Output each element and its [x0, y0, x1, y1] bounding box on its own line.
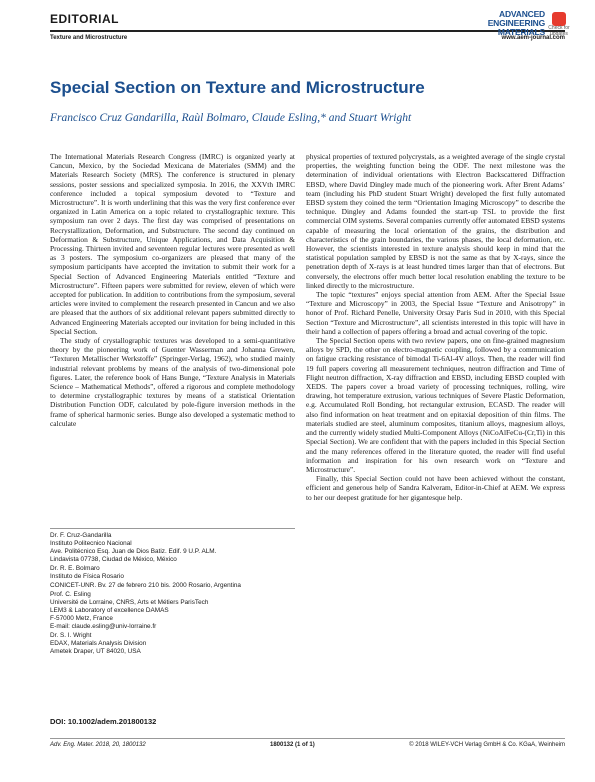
affiliation-block	[50, 532, 295, 564]
affiliation-line: CONICET-UNR. Bv. 27 de febrero 210 bis. 2000 Rosario, Argentina	[50, 581, 241, 589]
footer-citation: Adv. Eng. Mater. 2018, 20, 1800132	[50, 742, 146, 748]
left-column	[50, 152, 295, 428]
affiliation-line: LEM3 & Laboratory of excellence DAMAS	[50, 606, 169, 614]
section-label: EDITORIAL	[50, 12, 119, 26]
affiliations	[50, 532, 295, 657]
affiliation-line: Dr. S. I. Wright	[50, 632, 92, 640]
affiliation-line: Prof. C. Esling	[50, 590, 91, 598]
check-for-updates[interactable]	[548, 12, 570, 37]
affiliation-line: EDAX, Materials Analysis Division	[50, 640, 147, 648]
affiliation-line: Ametek Draper, UT 84020, USA	[50, 648, 141, 656]
affiliation-block	[50, 632, 295, 656]
logo-line-2: ENGINEERING	[487, 18, 545, 28]
journal-logo	[460, 10, 545, 37]
affiliation-block	[50, 565, 295, 589]
affiliation-line: Instituto de Física Rosario	[50, 573, 124, 581]
affiliation-block	[50, 591, 295, 631]
affiliation-line: Dr. F. Cruz-Gandarilla	[50, 532, 112, 539]
logo-line-1: ADVANCED	[499, 9, 545, 19]
article-title: Special Section on Texture and Microstructure	[50, 78, 425, 97]
right-column	[306, 152, 565, 502]
check-updates-line-2: updates	[550, 30, 568, 37]
doi-link[interactable]: DOI: 10.1002/adem.201800132	[50, 717, 157, 726]
paragraph: The topic “textures” enjoys special attention from AEM. After the Special Issue “Texture and Microscopy” in 2003, the Special Issue “Texture and Anisotropy” in honor of Prof. Richard Penelle, University Orsay Paris Sud in 2010, with this Special Section “Texture and Microstructure”, all scientists interested in this topic will have in their hand a collection of papers offering a broad and actual covering of the topic.	[306, 290, 565, 336]
affiliation-line: Université de Lorraine, CNRS, Arts et Métiers ParisTech	[50, 598, 209, 606]
affiliation-line: Lindavista 07738, Ciudad de México, México	[50, 556, 177, 564]
paragraph: Finally, this Special Section could not have been achieved without the constant, efficient and generous help of Sandra Kalveram, Editor-in-Chief at AEM. We express to her our deepest gratitude for her gigantesque help.	[306, 474, 565, 502]
affiliation-line: Dr. R. E. Bolmaro	[50, 565, 100, 573]
subsection-label: Texture and Microstructure	[50, 35, 128, 41]
article-authors: Francisco Cruz Gandarilla, Raùl Bolmaro, Claude Esling,* and Stuart Wright	[50, 112, 412, 124]
paragraph: The study of crystallographic textures was developed to a semi-quantitative theory by the pioneering work of Guenter Wasserman and Johanna Grewen, “Texturen Metallischer Werkstoffe” (Springer-Verlag, 1962), who studied mainly industrial relevant problems by means of the analysis of two-dimensional pole figures. Later, the reference book of Hans Bunge, “Texture Analysis in Materials Science – Mathematical Methods”, offered a rigorous and complete methodology to determine crystallographic textures by means of a statistical Orientation Distribution Function ODF, calculated by pole-figure inversion methods in the frame of spherical harmonic series. Bunge also developed a systematic method to calculate	[50, 336, 295, 428]
paragraph: The International Materials Research Congress (IMRC) is organized yearly at Cancun, Mexico, by the Sociedad Mexicana de Materiales (SMM) and the Materials Research Society (MRS). The conference is structured in plenary sessions, poster sessions and specialized symposia. In 2016, the XXVth IMRC conference included a topical symposium devoted to “Texture and Microstructure”. It is worth underlining that this was the very first conference ever organized in Latin America on a topic related to crystallographic texture. This symposium ran over 2 days. The first day was comprised of presentations on Recrystallization, Deformation, and Substructure. The second day continued on Deformation & Substructure, Unique Applications, and Data Acquisition & Processing. Thirteen invited and seventeen regular lectures were presented as well as 3 posters. The symposium co-organizers are pleased that many of the symposium participants have accepted the invitation to submit their work for a Special Section of Advanced Engineering Materials entitled “Texture and Microstructure”. Fifteen papers were submitted for review, eleven of which were accepted for publication. In addition to contributions from the symposium, several articles were invited to complement the research presented in Cancun and we also are pleased that the authors of six additional relevant papers submitted directly to Advanced Engineering Materials accepted our invitation for being included in this Special Section.	[50, 152, 295, 336]
affiliation-rule	[50, 528, 295, 529]
affiliation-line: Ave. Politécnico Esq. Juan de Dios Batiz. Edif. 9 U.P. ALM.	[50, 548, 217, 556]
paragraph: The Special Section opens with two review papers, one on fine-grained magnesium alloys by SPD, the other on electro-magnetic coupling, followed by a communication on fatigue cracking resistance of bimodal Ti-6Al-4V alloys. Then, the reader will find 19 full papers covering all measurement techniques, neutron diffraction and Time of Flight neutron diffraction, X-ray diffraction and EBSD, including EBSD coupled with XEDS. The papers cover a broad variety of processing techniques, rolling, wire drawing, hot temperature extrusion, various techniques of Severe Plastic Deformation, e.g. Accumulated Roll Bonding, hot rectangular extrusion, ECASD. The reader will also find information on heat treatment and on epitaxial deposition of thin films. The materials studied are steel, aluminum composites, titanium alloys, magnesium alloys, and the currently widely studied Multi-Component Alloys (NiCoAlFeCu-(Cr,Ti) in this Special Section). We are confident that with the papers included in this Special Section and the many references offered in the literature quoted, the reader will find useful information and inspiration for his own research work on “Texture and Microstructure”.	[306, 336, 565, 474]
logo-line-3: MATERIALS	[497, 27, 545, 37]
journal-url[interactable]: www.aem-journal.com	[501, 35, 565, 41]
footer-copyright: © 2018 WILEY-VCH Verlag GmbH & Co. KGaA, Weinheim	[409, 742, 565, 748]
footer-page: 1800132 (1 of 1)	[270, 742, 315, 748]
affiliation-line: F-57000 Metz, France	[50, 614, 113, 622]
footer-rule	[50, 738, 565, 739]
check-updates-line-1: Check for	[548, 25, 570, 31]
email-link[interactable]: E-mail: claude.esling@univ-lorraine.fr	[50, 623, 157, 631]
paragraph: physical properties of textured polycrystals, as a weighted average of the single crystal properties, the weighting function being the ODF. The next milestone was the determination of individual orientations with Electron Backscattered Diffraction EBSD, where David Dingley made much of the pioneering work. After Brent Adams’ team (including his PhD student Stuart Wright) developed the first fully automated EBSD system they coined the term “Orientation Imaging Microscopy” to describe the technique. Dingley and Adams founded the start-up TSL to provide the first commercial OIM systems. Several companies currently offer automated EBSD systems capable of measuring the local orientation of the grains, the distribution and characteristics of the grain boundaries, the various phases, the local deformation, etc. However, the scientists interested in texture analysis should keep in mind that the statistical population sampled by EBSD is not the same as that by X-rays, since the penetration depth of X-rays is at least hundred times larger than that of electrons. But conversely, the electrons offer much better local resolution enabling the texture to be linked directly to the microstructure.	[306, 152, 565, 290]
affiliation-line: Instituto Politecnico Nacional	[50, 540, 132, 548]
check-updates-icon	[552, 12, 566, 26]
